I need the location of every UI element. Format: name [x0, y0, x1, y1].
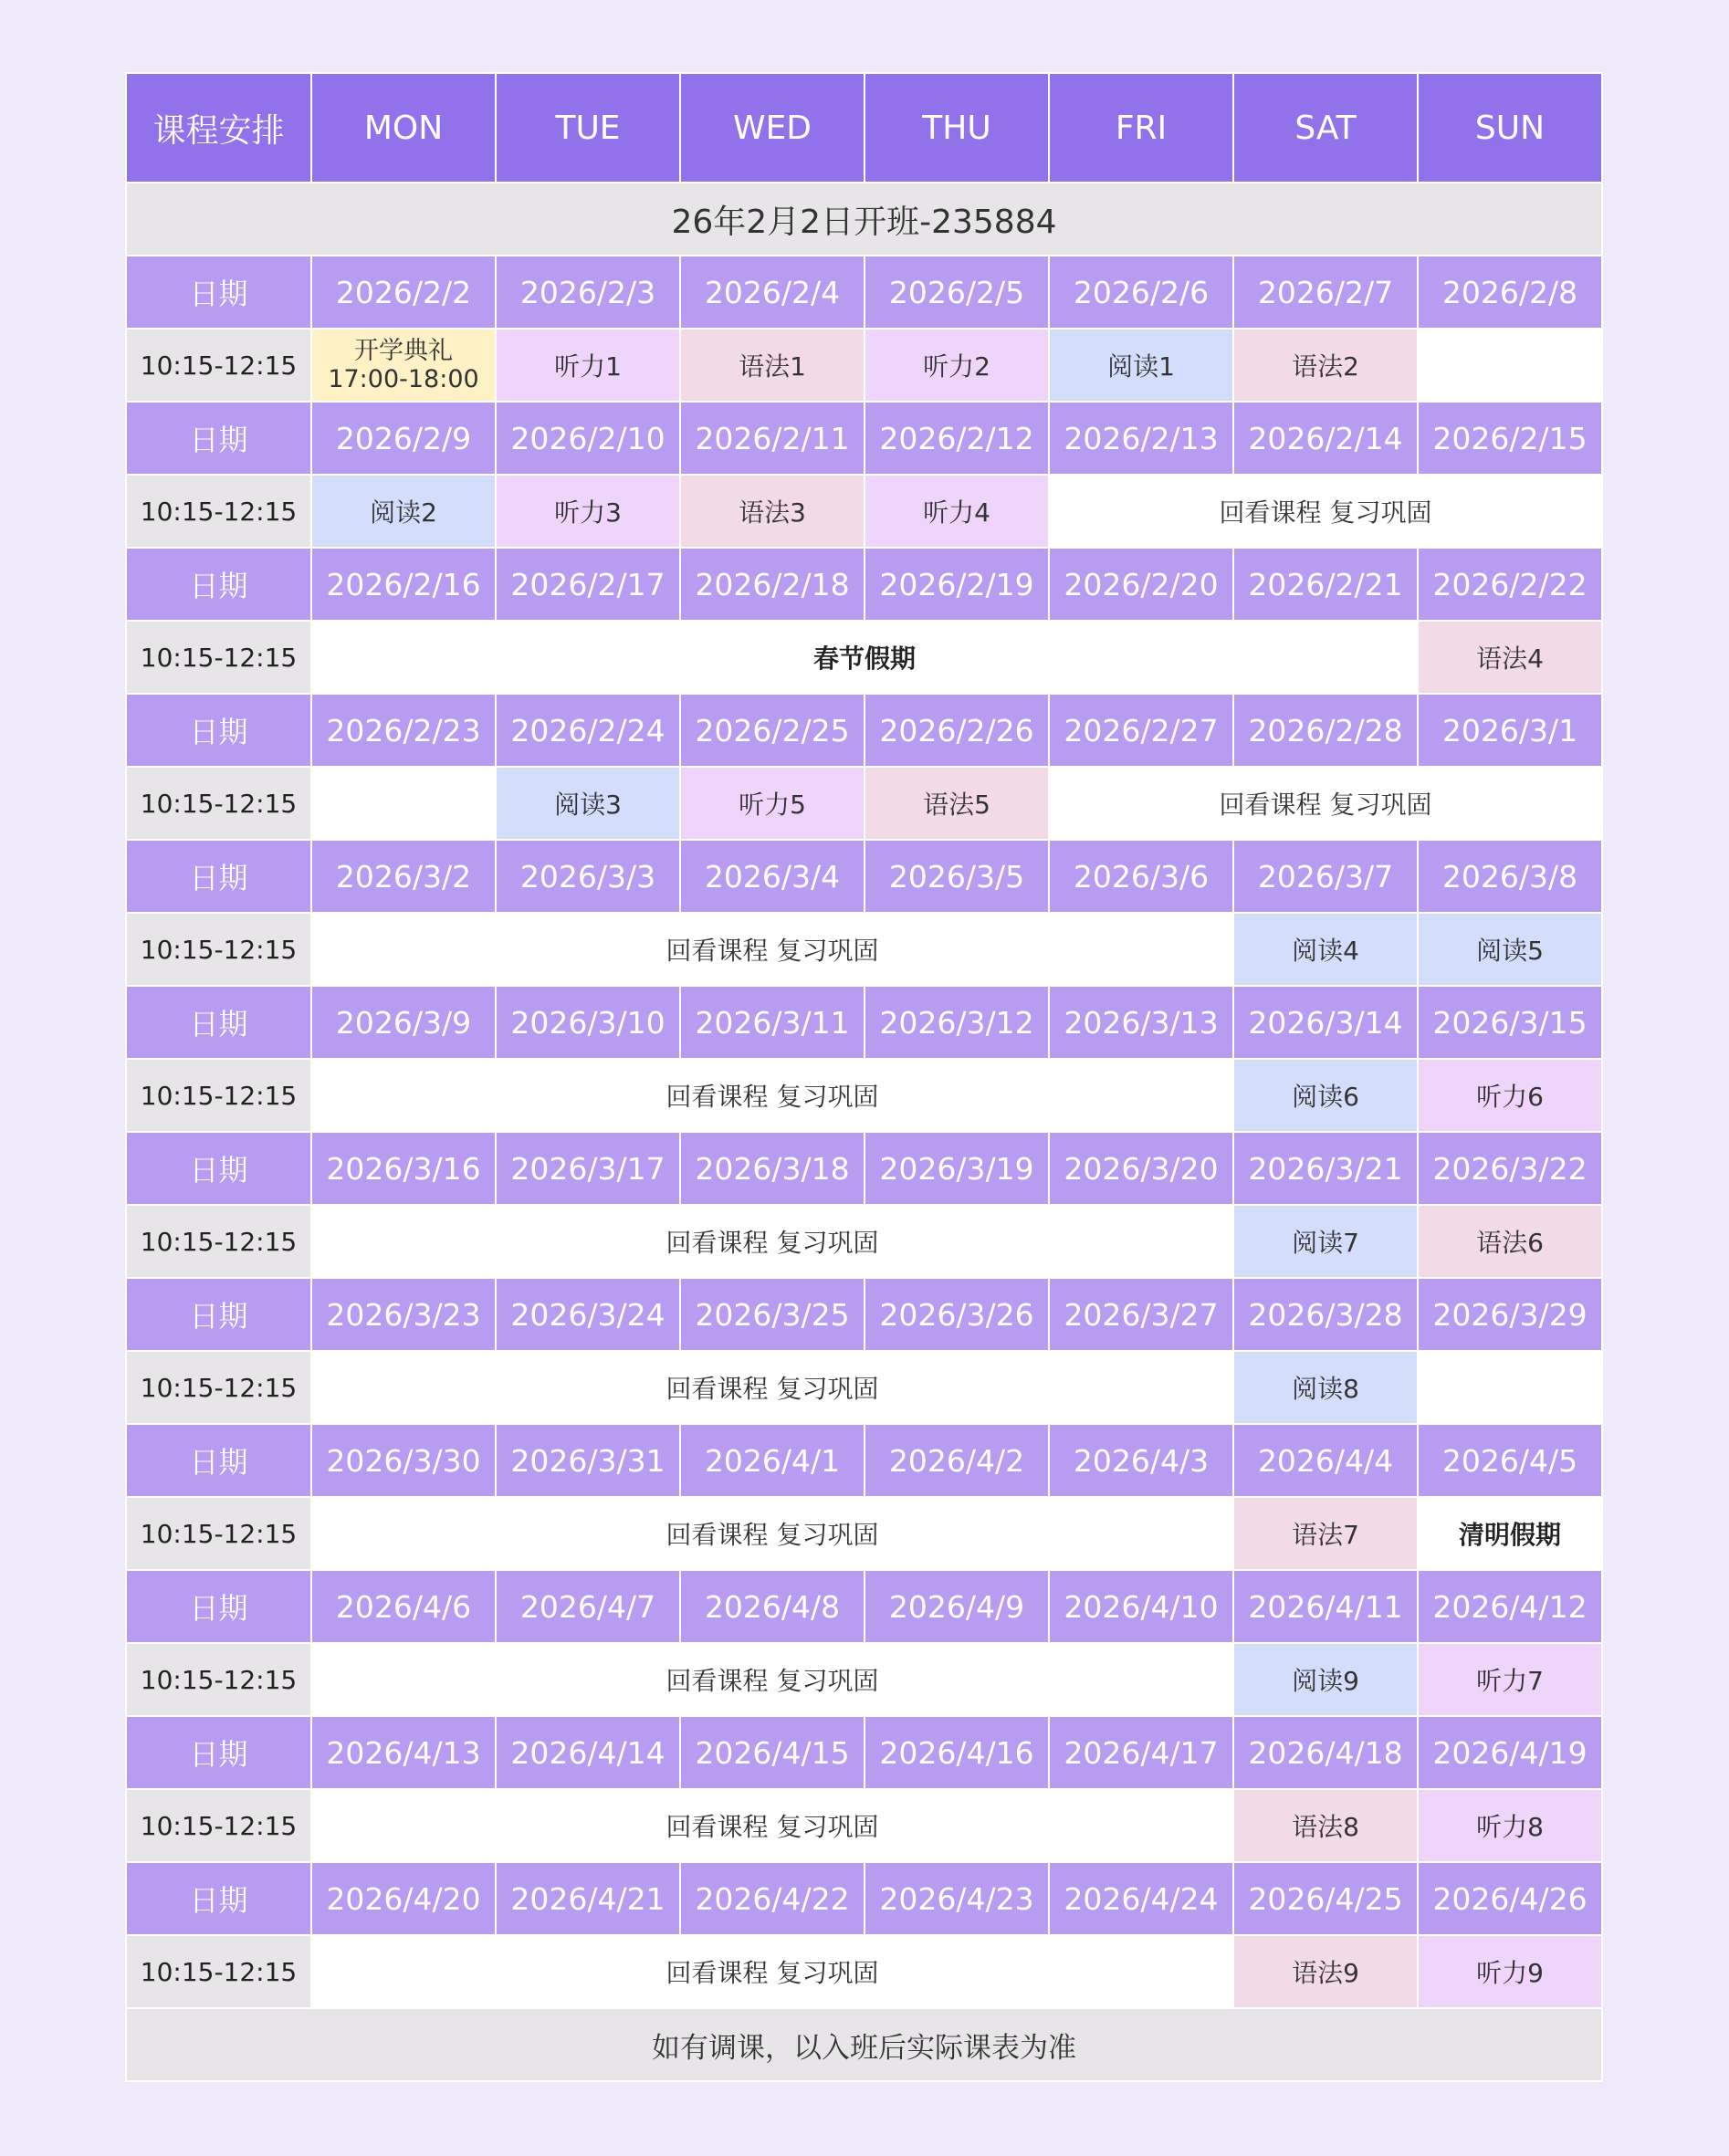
date-cell: 2026/2/9	[311, 402, 496, 475]
date-cell: 2026/3/9	[311, 986, 496, 1059]
session-row	[126, 1935, 1602, 2008]
date-cell: 2026/2/25	[680, 694, 864, 767]
date-cell: 2026/2/6	[1049, 256, 1233, 329]
date-cell: 2026/3/21	[1233, 1132, 1418, 1205]
grammar-lesson-cell: 语法3	[680, 475, 864, 548]
date-label: 日期	[126, 840, 311, 913]
time-slot: 10:15-12:15	[126, 475, 311, 548]
session-row	[126, 767, 1602, 840]
date-cell: 2026/2/22	[1418, 548, 1602, 621]
review-span-cell: 回看课程 复习巩固	[311, 1497, 1233, 1570]
listening-lesson-cell: 听力7	[1418, 1643, 1602, 1716]
date-label: 日期	[126, 694, 311, 767]
weekday-header: FRI	[1049, 73, 1233, 183]
date-cell: 2026/4/19	[1418, 1716, 1602, 1789]
date-cell: 2026/2/20	[1049, 548, 1233, 621]
footer-note: 如有调课，以入班后实际课表为准	[126, 2008, 1602, 2081]
date-cell: 2026/2/27	[1049, 694, 1233, 767]
date-cell: 2026/3/15	[1418, 986, 1602, 1059]
session-row	[126, 1789, 1602, 1862]
date-row	[126, 548, 1602, 621]
date-cell: 2026/2/18	[680, 548, 864, 621]
date-cell: 2026/4/8	[680, 1570, 864, 1643]
empty-cell	[1418, 329, 1602, 402]
date-cell: 2026/4/4	[1233, 1424, 1418, 1497]
date-cell: 2026/4/18	[1233, 1716, 1418, 1789]
date-cell: 2026/2/13	[1049, 402, 1233, 475]
review-span-cell: 回看课程 复习巩固	[311, 1935, 1233, 2008]
date-cell: 2026/4/10	[1049, 1570, 1233, 1643]
session-row	[126, 1497, 1602, 1570]
date-row	[126, 1424, 1602, 1497]
date-cell: 2026/2/8	[1418, 256, 1602, 329]
session-row	[126, 329, 1602, 402]
reading-lesson-cell: 阅读3	[496, 767, 680, 840]
date-cell: 2026/2/26	[864, 694, 1049, 767]
grammar-lesson-cell: 语法9	[1233, 1935, 1418, 2008]
date-cell: 2026/2/21	[1233, 548, 1418, 621]
date-row	[126, 402, 1602, 475]
date-row	[126, 1570, 1602, 1643]
reading-lesson-cell: 阅读7	[1233, 1205, 1418, 1278]
date-cell: 2026/4/15	[680, 1716, 864, 1789]
date-cell: 2026/4/24	[1049, 1862, 1233, 1935]
date-cell: 2026/4/23	[864, 1862, 1049, 1935]
weekday-header: MON	[311, 73, 496, 183]
date-cell: 2026/3/23	[311, 1278, 496, 1351]
review-span-cell: 回看课程 复习巩固	[311, 1059, 1233, 1132]
time-slot: 10:15-12:15	[126, 913, 311, 986]
opening-ceremony-cell	[311, 329, 496, 402]
date-label: 日期	[126, 1716, 311, 1789]
date-label: 日期	[126, 256, 311, 329]
date-cell: 2026/3/16	[311, 1132, 496, 1205]
date-cell: 2026/2/14	[1233, 402, 1418, 475]
session-row	[126, 475, 1602, 548]
footer-row	[126, 2008, 1602, 2081]
time-slot: 10:15-12:15	[126, 1059, 311, 1132]
grammar-lesson-cell: 语法7	[1233, 1497, 1418, 1570]
date-cell: 2026/4/21	[496, 1862, 680, 1935]
date-cell: 2026/4/11	[1233, 1570, 1418, 1643]
date-cell: 2026/2/19	[864, 548, 1049, 621]
date-cell: 2026/4/14	[496, 1716, 680, 1789]
reading-lesson-cell: 阅读9	[1233, 1643, 1418, 1716]
date-cell: 2026/3/28	[1233, 1278, 1418, 1351]
date-cell: 2026/4/3	[1049, 1424, 1233, 1497]
listening-lesson-cell: 听力3	[496, 475, 680, 548]
time-slot: 10:15-12:15	[126, 1935, 311, 2008]
review-span-cell: 回看课程 复习巩固	[311, 1351, 1233, 1424]
grammar-lesson-cell: 语法5	[864, 767, 1049, 840]
date-cell: 2026/4/16	[864, 1716, 1049, 1789]
date-cell: 2026/4/9	[864, 1570, 1049, 1643]
session-row	[126, 1351, 1602, 1424]
date-cell: 2026/3/27	[1049, 1278, 1233, 1351]
date-cell: 2026/3/29	[1418, 1278, 1602, 1351]
reading-lesson-cell: 阅读4	[1233, 913, 1418, 986]
review-span-cell: 回看课程 复习巩固	[1049, 475, 1602, 548]
weekday-header-row	[126, 73, 1602, 183]
date-cell: 2026/3/20	[1049, 1132, 1233, 1205]
date-cell: 2026/4/2	[864, 1424, 1049, 1497]
review-span-cell: 回看课程 复习巩固	[311, 1789, 1233, 1862]
session-time: 17:00-18:00	[328, 365, 479, 393]
reading-lesson-cell: 阅读1	[1049, 329, 1233, 402]
date-cell: 2026/2/24	[496, 694, 680, 767]
date-row	[126, 1132, 1602, 1205]
session-row	[126, 913, 1602, 986]
empty-cell	[1418, 1351, 1602, 1424]
date-cell: 2026/4/26	[1418, 1862, 1602, 1935]
review-span-cell: 回看课程 复习巩固	[1049, 767, 1602, 840]
listening-lesson-cell: 听力5	[680, 767, 864, 840]
date-cell: 2026/3/25	[680, 1278, 864, 1351]
date-cell: 2026/3/10	[496, 986, 680, 1059]
time-slot: 10:15-12:15	[126, 1789, 311, 1862]
time-slot: 10:15-12:15	[126, 1205, 311, 1278]
schedule-body	[126, 73, 1602, 2081]
date-cell: 2026/2/17	[496, 548, 680, 621]
time-slot: 10:15-12:15	[126, 767, 311, 840]
date-cell: 2026/3/30	[311, 1424, 496, 1497]
listening-lesson-cell: 听力9	[1418, 1935, 1602, 2008]
date-cell: 2026/3/11	[680, 986, 864, 1059]
date-row	[126, 1278, 1602, 1351]
session-row	[126, 621, 1602, 694]
date-cell: 2026/4/25	[1233, 1862, 1418, 1935]
listening-lesson-cell: 听力1	[496, 329, 680, 402]
time-slot: 10:15-12:15	[126, 1643, 311, 1716]
date-cell: 2026/2/15	[1418, 402, 1602, 475]
session-title: 开学典礼	[354, 336, 453, 365]
date-cell: 2026/3/22	[1418, 1132, 1602, 1205]
date-cell: 2026/3/17	[496, 1132, 680, 1205]
date-label: 日期	[126, 1278, 311, 1351]
date-cell: 2026/3/24	[496, 1278, 680, 1351]
corner-header: 课程安排	[126, 73, 311, 183]
date-cell: 2026/3/3	[496, 840, 680, 913]
weekday-header: WED	[680, 73, 864, 183]
reading-lesson-cell: 阅读6	[1233, 1059, 1418, 1132]
date-label: 日期	[126, 1862, 311, 1935]
date-row	[126, 1862, 1602, 1935]
date-cell: 2026/3/18	[680, 1132, 864, 1205]
holiday-cell: 清明假期	[1418, 1497, 1602, 1570]
review-span-cell: 回看课程 复习巩固	[311, 913, 1233, 986]
review-span-cell: 回看课程 复习巩固	[311, 1643, 1233, 1716]
review-span-cell: 回看课程 复习巩固	[311, 1205, 1233, 1278]
date-label: 日期	[126, 1570, 311, 1643]
date-label: 日期	[126, 1424, 311, 1497]
date-cell: 2026/3/19	[864, 1132, 1049, 1205]
reading-lesson-cell: 阅读5	[1418, 913, 1602, 986]
date-cell: 2026/3/5	[864, 840, 1049, 913]
date-cell: 2026/3/31	[496, 1424, 680, 1497]
grammar-lesson-cell: 语法6	[1418, 1205, 1602, 1278]
weekday-header: SUN	[1418, 73, 1602, 183]
date-cell: 2026/2/2	[311, 256, 496, 329]
date-cell: 2026/3/12	[864, 986, 1049, 1059]
session-row	[126, 1643, 1602, 1716]
time-slot: 10:15-12:15	[126, 1351, 311, 1424]
time-slot: 10:15-12:15	[126, 1497, 311, 1570]
date-cell: 2026/4/20	[311, 1862, 496, 1935]
date-cell: 2026/2/23	[311, 694, 496, 767]
date-cell: 2026/4/22	[680, 1862, 864, 1935]
date-cell: 2026/3/2	[311, 840, 496, 913]
date-cell: 2026/3/26	[864, 1278, 1049, 1351]
date-cell: 2026/3/7	[1233, 840, 1418, 913]
date-cell: 2026/3/13	[1049, 986, 1233, 1059]
date-cell: 2026/2/5	[864, 256, 1049, 329]
grammar-lesson-cell: 语法2	[1233, 329, 1418, 402]
date-cell: 2026/2/16	[311, 548, 496, 621]
date-row	[126, 986, 1602, 1059]
reading-lesson-cell: 阅读2	[311, 475, 496, 548]
listening-lesson-cell: 听力4	[864, 475, 1049, 548]
date-label: 日期	[126, 548, 311, 621]
weekday-header: TUE	[496, 73, 680, 183]
date-row	[126, 256, 1602, 329]
date-cell: 2026/2/28	[1233, 694, 1418, 767]
date-cell: 2026/2/12	[864, 402, 1049, 475]
weekday-header: SAT	[1233, 73, 1418, 183]
date-row	[126, 840, 1602, 913]
date-cell: 2026/2/10	[496, 402, 680, 475]
date-cell: 2026/3/6	[1049, 840, 1233, 913]
listening-lesson-cell: 听力8	[1418, 1789, 1602, 1862]
listening-lesson-cell: 听力2	[864, 329, 1049, 402]
date-cell: 2026/4/7	[496, 1570, 680, 1643]
date-cell: 2026/2/4	[680, 256, 864, 329]
session-row	[126, 1205, 1602, 1278]
date-cell: 2026/2/3	[496, 256, 680, 329]
date-cell: 2026/2/11	[680, 402, 864, 475]
session-row	[126, 1059, 1602, 1132]
grammar-lesson-cell: 语法4	[1418, 621, 1602, 694]
date-cell: 2026/4/5	[1418, 1424, 1602, 1497]
date-label: 日期	[126, 1132, 311, 1205]
date-cell: 2026/4/1	[680, 1424, 864, 1497]
date-row	[126, 1716, 1602, 1789]
weekday-header: THU	[864, 73, 1049, 183]
date-cell: 2026/3/8	[1418, 840, 1602, 913]
date-cell: 2026/3/14	[1233, 986, 1418, 1059]
reading-lesson-cell: 阅读8	[1233, 1351, 1418, 1424]
date-row	[126, 694, 1602, 767]
schedule-table	[125, 72, 1603, 2082]
holiday-cell: 春节假期	[311, 621, 1418, 694]
date-cell: 2026/4/6	[311, 1570, 496, 1643]
date-cell: 2026/2/7	[1233, 256, 1418, 329]
date-cell: 2026/4/12	[1418, 1570, 1602, 1643]
grammar-lesson-cell: 语法1	[680, 329, 864, 402]
date-cell: 2026/4/17	[1049, 1716, 1233, 1789]
listening-lesson-cell: 听力6	[1418, 1059, 1602, 1132]
time-slot: 10:15-12:15	[126, 621, 311, 694]
date-label: 日期	[126, 402, 311, 475]
date-cell: 2026/4/13	[311, 1716, 496, 1789]
date-cell: 2026/3/4	[680, 840, 864, 913]
empty-cell	[311, 767, 496, 840]
date-label: 日期	[126, 986, 311, 1059]
class-title: 26年2月2日开班-235884	[126, 183, 1602, 256]
date-cell: 2026/3/1	[1418, 694, 1602, 767]
time-slot: 10:15-12:15	[126, 329, 311, 402]
grammar-lesson-cell: 语法8	[1233, 1789, 1418, 1862]
class-title-row	[126, 183, 1602, 256]
